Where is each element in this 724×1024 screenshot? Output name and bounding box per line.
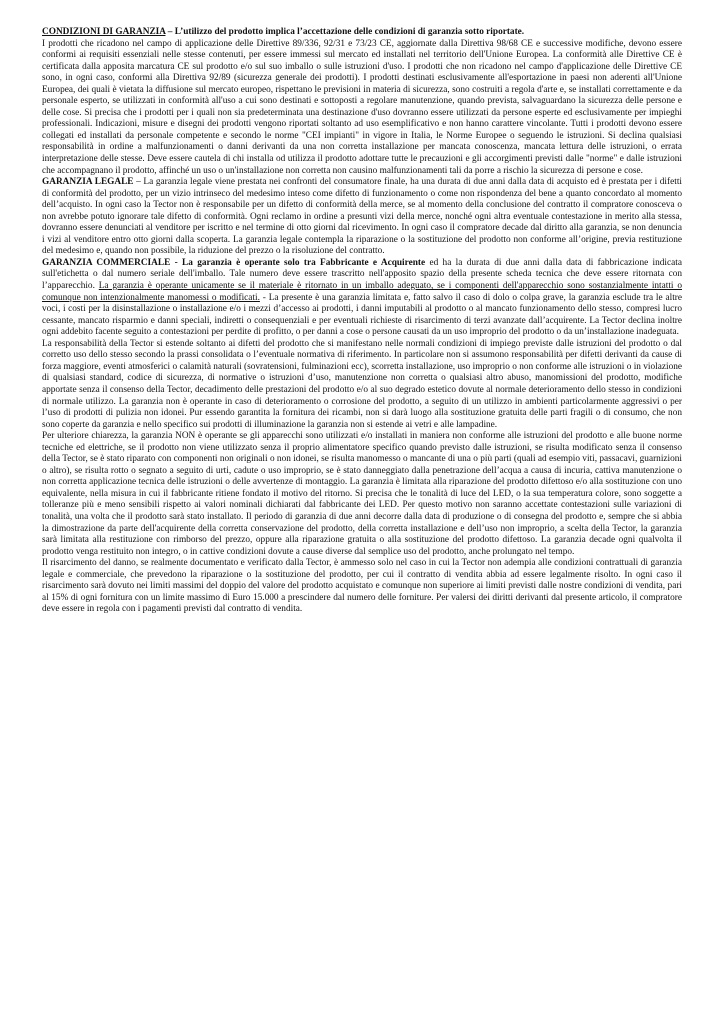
commercial-warranty-condition: La garanzia è operante unicamente se il materiale è ritornato in un imballo adeguato, se i componenti dell'apparecchio sono sostanzialmente intatti o comunque non intenzionalmente manomessi o modificati. xyxy=(42,281,682,303)
title-heading: CONDIZIONI DI GARANZIA xyxy=(42,27,166,37)
commercial-warranty-scope: La garanzia è operante solo tra Fabbricante e Acquirente xyxy=(177,257,426,268)
commercial-warranty-text-1: ed ha la durata di due anni dalla data di fabbricazione indicata sull'etichetta o dal numero seriale dell'imballo. Tale numero deve essere trascritto nell'apposito spazio della presente scheda tecnica che deve essere ritornata con l’apparecchio. xyxy=(42,257,682,292)
paragraph-legal-warranty xyxy=(42,177,682,258)
paragraph-damages: Il risarcimento del danno, se realmente documentato e verificato dalla Tector, è ammesso solo nel caso in cui la Tector non adempia alle condizioni contrattuali di garanzia legale e commerciale, che prevedono la riparazione o la sostituzione del prodotto, per cui il contratto di vendita abbia ad essere legalmente risolto. In ogni caso il risarcimento sarà dovuto nei limiti massimi del doppio del valore del prodotto acquistato e comunque non superiore ai limiti previsti dalle nostre condizioni di vendita, pari al 15% di ogni fornitura con un limite massimo di Euro 15.000 a prescindere dal numero delle forniture. Per valersi dei diritti derivanti dal presente articolo, il compratore deve essere in regola con i pagamenti previsti dal contratto di vendita. xyxy=(42,558,682,615)
paragraph-commercial-warranty xyxy=(42,258,682,339)
commercial-warranty-text-2: - La presente è una garanzia limitata e, fatto salvo il caso di dolo o colpa grave, la garanzia esclude tra le altre voci, i costi per la disinstallazione o installazione e/o i mezzi d’accesso ai prodotti, i danni imputabili al prodotto o al mancato funzionamento dello stesso, compresi lucro cessante, mancato risparmio e danni speciali, indiretti o consequenziali e per eventuali richieste di risarcimento di terzi avanzate dall’acquirente. La Tector declina inoltre ogni addebito facente seguito a contestazioni per perdite di profitto, o per danni a cose o persone causati da un uso improprio del prodotto o da un’installazione inadeguata. xyxy=(42,292,682,338)
title-subheading: – L’utilizzo del prodotto implica l’accettazione delle condizioni di garanzia sotto riportate. xyxy=(165,27,525,37)
paragraph-ce-conformity: I prodotti che ricadono nel campo di applicazione delle Direttive 89/336, 92/31 e 73/23 CE, aggiornate dalla Direttiva 98/68 CE e successive modifiche, devono essere conformi ai requisiti essenziali nelle stesse contenuti, per essere immessi sul mercato ed installati nel territorio dell'Unione Europea. La conformità alle Direttive CE è certificata dalla apposita marcatura CE sul prodotto e/o sul suo imballo o sulle istruzioni d'uso. I prodotti che non ricadono nel campo d'applicazione delle Direttive CE sono, in ogni caso, conformi alla Direttiva 92/89 (sicurezza generale dei prodotti). I prodotti destinati esclusivamente all'esportazione in paesi non aderenti all'Unione Europea, dei quali è vietata la diffusione sul mercato europeo, rispettano le previsioni in materia di sicurezza, sono costruiti a regola d'arte e, se installati correttamente e da personale esperto, se utilizzati in conformità all'uso a cui sono destinati e sottoposti a regolare manutenzione, quando prevista, salvaguardano la sicurezza delle persone e delle cose. Si precisa che i prodotti per i quali non sia predeterminata una destinazione d'uso dovranno essere utilizzati da persone esperte ed esclusivamente per impieghi professionali. Indicazioni, misure e disegni dei prodotti vengono riportati soltanto ad uso esemplificativo e non hanno carattere vincolante. Tutti i prodotti devono essere collegati ed installati da personale competente e secondo le norme "CEI impianti" in vigore in Italia, le Norme Europee o seguendo le istruzioni. Si declina qualsiasi responsabilità in ordine a malfunzionamenti o danni derivanti da una non corretta installazione per mancata conoscenza, mancata lettura delle istruzioni, o errata interpretazione delle stesse. Deve essere cautela di chi installa od utilizza il prodotto adottare tutte le precauzioni e gli accorgimenti previsti dalle "norme" e dalle istruzioni che accompagnano il prodotto, affinché un uso o un'installazione non corretta non causino malfunzionamenti tali da porre a rischio la sicurezza di persone e cose. xyxy=(42,38,682,176)
paragraph-responsibility: La responsabilità della Tector si estende soltanto ai difetti del prodotto che si manifestano nelle normali condizioni di impiego previste dalle istruzioni del prodotto o dal corretto uso dello stesso secondo la prassi consolidata o l’eventuale normativa di riferimento. In particolare non si assumono responsabilità per difetti derivanti da cause di forza maggiore, eventi atmosferici o calamità naturali (sovratensioni, fulminazioni ecc), scorretta installazione, uso improprio o non conforme alle istruzioni o in violazione di qualsiasi standard, codice di sicurezza, di normative o istruzioni d’uso, manutenzione non corretta o qualsiasi altro abuso, manomissioni del prodotto, modifiche apportate senza il consenso della Tector, decadimento delle prestazioni del prodotto e/o al suo degrado estetico dovute al normale deterioramento dello stesso in condizioni di normale utilizzo. La garanzia non è operante in caso di deterioramento o corrosione del prodotto, a seguito di un utilizzo in ambienti particolarmente aggressivi o per l’uso di prodotti di pulizia non idonei. Pur essendo garantita la fornitura dei ricambi, non si darà luogo alla sostituzione gratuita delle parti fragili o di consumo, che non sono coperte da garanzia e nello specifico sui prodotti di illuminazione la garanzia non si estende ai vetri e alle lampadine. xyxy=(42,338,682,430)
paragraph-clarity: Per ulteriore chiarezza, la garanzia NON è operante se gli apparecchi sono utilizzati e/o installati in maniera non conforme alle istruzioni del prodotto e alle buone norme tecniche ed elettriche, se il prodotto non viene utilizzato senza il proprio alimentatore specifico quando previsto dalle istruzioni, se risulta modificato senza il consenso della Tector, se è stato riparato con componenti non originali o non idonei, se risulta manomesso o mancante di una o più parti (quali ad esempio viti, passacavi, guarnizioni o altro), se risulta rotto o segnato a seguito di urti, cadute o uso improprio, se è stato danneggiato dalla penetrazione dell’acqua a causa di incuria, cattiva manutenzione o non corretta applicazione tecnica delle istruzioni o delle avvertenze di montaggio. La garanzia è limitata alla riparazione del prodotto difettoso e/o alla sostituzione con uno equivalente, nella misura in cui il fabbricante ritiene fondato il motivo del ritorno. Si precisa che le tonalità di luce del LED, o la sua temperatura colore, sono soggette a tolleranze più e meno sensibili rispetto ai valori nominali dichiarati dal fabbricante dei LED. Per questo motivo non saranno accettate contestazioni sulle variazioni di tonalità, una volta che il prodotto sarà stato installato. Il periodo di garanzia di due anni decorre dalla data di produzione o di consegna del prodotto e, sempre che si abbia la dimostrazione da parte dell'acquirente della corretta conservazione del prodotto, della corretta installazione e dell’uso non improprio, a scelta della Tector, la garanzia sarà limitata alla restituzione con rimborso del prezzo, oppure alla riparazione gratuita o alla sostituzione del prodotto difettoso. La garanzia decade ogni qualvolta il prodotto venga restituito non integro, o in cattive condizioni dovute a cause diverse dal semplice uso del prodotto, anche prolungato nel tempo. xyxy=(42,431,682,557)
commercial-warranty-heading: GARANZIA COMMERCIALE - xyxy=(42,257,178,268)
legal-warranty-heading: GARANZIA LEGALE xyxy=(42,177,134,188)
document-title xyxy=(42,27,682,39)
legal-warranty-text: – La garanzia legale viene prestata nei confronti del consumatore finale, ha una durata di due anni dalla data di acquisto ed è prestata per i difetti di conformità del prodotto, per un vizio intrinseco del medesimo inteso come difetto di funzionamento o come non rispondenza del bene a quanto concordato al momento dell’acquisto. In ogni caso la Tector non è responsabile per un difetto di conformità della merce, se al momento della conclusione del contratto il compratore conosceva o non avrebbe potuto ignorare tale difetto di conformità. Ogni reclamo in ordine a presunti vizi della merce, nonché ogni altra eventuale contestazione in merito alla stessa, dovranno essere denunciati al venditore per iscritto e nel termine di otto giorni dal ricevimento. In ogni caso il compratore decade dal diritto alla garanzia, se non denuncia i vizi al venditore entro otto giorni dalla scoperta. La garanzia legale contempla la riparazione o la sostituzione del prodotto non conforme all’origine, previa restituzione del medesimo e, quando non possibile, la riduzione del prezzo o la risoluzione del contratto. xyxy=(42,177,682,257)
